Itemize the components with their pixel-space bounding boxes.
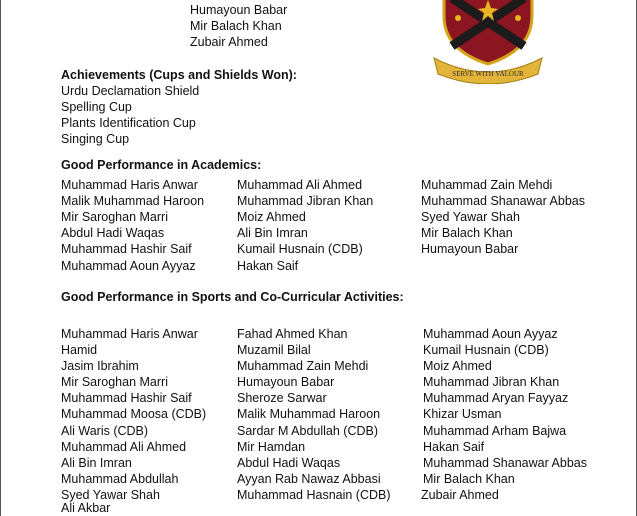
- achievement-item: Singing Cup: [61, 132, 130, 146]
- sports-name: Muhammad Abdullah: [61, 472, 179, 486]
- sports-name: Ali Akbar: [61, 501, 111, 515]
- school-crest-logo: [430, 0, 546, 84]
- top-name: Humayoun Babar: [190, 3, 288, 17]
- sports-name: Mir Balach Khan: [423, 472, 515, 486]
- sports-name: Hamid: [61, 343, 98, 357]
- achievement-item: Spelling Cup: [61, 100, 132, 114]
- sports-name: Muhammad Hashir Saif: [61, 391, 192, 405]
- academics-name: Syed Yawar Shah: [421, 210, 520, 224]
- sports-name: Muhammad Shanawar Abbas: [423, 456, 587, 470]
- sports-heading: Good Performance in Sports and Co-Curricular Activities:: [61, 290, 404, 304]
- sports-name: Muhammad Moosa (CDB): [61, 407, 207, 421]
- top-name: Zubair Ahmed: [190, 35, 268, 49]
- sports-name: Malik Muhammad Haroon: [237, 407, 381, 421]
- academics-name: Kumail Husnain (CDB): [237, 242, 363, 256]
- sports-name: Khizar Usman: [423, 407, 502, 421]
- academics-name: Abdul Hadi Waqas: [61, 226, 165, 240]
- academics-name: Muhammad Zain Mehdi: [421, 178, 553, 192]
- academics-name: Mir Balach Khan: [421, 226, 513, 240]
- sports-name: Muhammad Jibran Khan: [423, 375, 560, 389]
- sports-name: Abdul Hadi Waqas: [237, 456, 341, 470]
- academics-name: Malik Muhammad Haroon: [61, 194, 205, 208]
- academics-name: Moiz Ahmed: [237, 210, 306, 224]
- sports-name: Muzamil Bilal: [237, 343, 311, 357]
- achievement-item: Plants Identification Cup: [61, 116, 196, 130]
- sports-name: Sheroze Sarwar: [237, 391, 327, 405]
- academics-name: Muhammad Jibran Khan: [237, 194, 374, 208]
- sports-name: Sardar M Abdullah (CDB): [237, 424, 379, 438]
- sports-name: Fahad Ahmed Khan: [237, 327, 348, 341]
- academics-name: Muhammad Shanawar Abbas: [421, 194, 585, 208]
- achievement-item: Urdu Declamation Shield: [61, 84, 200, 98]
- sports-name: Muhammad Ali Ahmed: [61, 440, 187, 454]
- sports-name: Muhammad Zain Mehdi: [237, 359, 369, 373]
- academics-name: Ali Bin Imran: [237, 226, 308, 240]
- academics-name: Muhammad Hashir Saif: [61, 242, 192, 256]
- achievements-heading: Achievements (Cups and Shields Won):: [61, 68, 297, 82]
- sports-name: Mir Hamdan: [237, 440, 306, 454]
- sports-name: Ali Waris (CDB): [61, 424, 149, 438]
- academics-name: Mir Saroghan Marri: [61, 210, 168, 224]
- sports-name: Ali Bin Imran: [61, 456, 132, 470]
- sports-name: Kumail Husnain (CDB): [423, 343, 549, 357]
- sports-name: Mir Saroghan Marri: [61, 375, 168, 389]
- academics-name: Muhammad Aoun Ayyaz: [61, 259, 196, 273]
- sports-name: Muhammad Arham Bajwa: [423, 424, 567, 438]
- sports-name: Zubair Ahmed: [421, 488, 499, 502]
- sports-name: Muhammad Haris Anwar: [61, 327, 198, 341]
- sports-name: Moiz Ahmed: [423, 359, 492, 373]
- page-border-left: [0, 0, 1, 516]
- academics-heading: Good Performance in Academics:: [61, 158, 262, 172]
- academics-name: Muhammad Ali Ahmed: [237, 178, 363, 192]
- academics-name: Hakan Saif: [237, 259, 299, 273]
- sports-name: Humayoun Babar: [237, 375, 335, 389]
- svg-text:SERVE WITH VALOUR: SERVE WITH VALOUR: [452, 70, 524, 78]
- sports-name: Jasim Ibrahim: [61, 359, 139, 373]
- sports-name: Syed Yawar Shah: [61, 488, 160, 502]
- sports-name: Hakan Saif: [423, 440, 485, 454]
- sports-name: Muhammad Hasnain (CDB): [237, 488, 391, 502]
- sports-name: Muhammad Aoun Ayyaz: [423, 327, 558, 341]
- academics-name: Muhammad Haris Anwar: [61, 178, 198, 192]
- sports-name: Muhammad Aryan Fayyaz: [423, 391, 569, 405]
- academics-name: Humayoun Babar: [421, 242, 519, 256]
- top-name: Mir Balach Khan: [190, 19, 282, 33]
- sports-name: Ayyan Rab Nawaz Abbasi: [237, 472, 381, 486]
